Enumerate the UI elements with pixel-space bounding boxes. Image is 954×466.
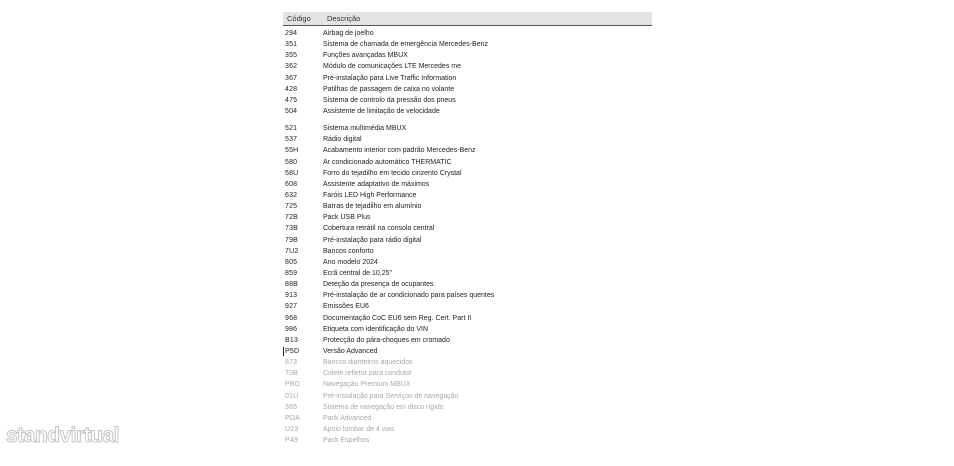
option-description: Documentação CoC EU6 sem Reg. Cert. Part II xyxy=(323,314,472,322)
option-code: 504 xyxy=(285,108,298,116)
option-code: B13 xyxy=(285,336,299,344)
table-row xyxy=(283,435,652,446)
table-row xyxy=(283,246,652,257)
table-row xyxy=(283,145,652,156)
table-row xyxy=(283,39,652,50)
option-description: Bancos conforto xyxy=(323,247,374,255)
table-row xyxy=(283,301,652,312)
table-row xyxy=(283,168,652,179)
option-description: Ano modelo 2024 xyxy=(323,258,378,266)
option-code: P49 xyxy=(285,437,299,445)
table-row xyxy=(283,212,652,223)
option-description: Funções avançadas MBUX xyxy=(323,52,408,60)
table-row xyxy=(283,357,652,368)
option-code: 986 xyxy=(285,325,298,333)
option-code: 968 xyxy=(285,314,298,322)
option-code: 362 xyxy=(285,63,298,71)
option-description: Versão Advanced xyxy=(323,348,378,355)
option-code: 367 xyxy=(285,74,298,82)
option-description: Pack Espelhos xyxy=(323,437,370,445)
option-code: 475 xyxy=(285,96,298,104)
table-row xyxy=(283,368,652,379)
option-description: Airbag de joelho xyxy=(323,30,374,38)
option-code: P5D xyxy=(285,348,300,355)
table-row xyxy=(283,223,652,234)
table-row xyxy=(283,413,652,424)
option-code: 521 xyxy=(285,125,298,133)
table-row xyxy=(283,290,652,301)
option-code: 351 xyxy=(285,41,298,49)
options-table xyxy=(283,12,652,446)
table-row xyxy=(283,335,652,346)
option-description: Etiqueta com identificação do VIN xyxy=(323,325,429,333)
option-code: 79B xyxy=(285,236,299,244)
option-description: Sistema de chamada de emergência Mercedes-Benz xyxy=(323,41,488,49)
option-description: Deteção da presença de ocupantes xyxy=(323,281,434,289)
table-row xyxy=(283,235,652,246)
option-description: Patilhas de passagem de caixa no volante xyxy=(323,85,455,93)
option-code: PBG xyxy=(285,381,301,389)
option-description: Cobertura retrátil na consola central xyxy=(323,225,435,233)
option-code: 355 xyxy=(285,52,298,60)
table-row xyxy=(283,157,652,168)
table-row xyxy=(283,134,652,145)
option-description: Apoio lombar de 4 vias xyxy=(323,425,395,433)
option-description: Assistente adaptativo de máximos xyxy=(323,180,430,188)
table-row xyxy=(283,190,652,201)
option-code: 58U xyxy=(285,169,299,177)
option-code: 580 xyxy=(285,158,298,166)
table-row xyxy=(283,346,652,357)
option-code: 927 xyxy=(285,303,298,311)
table-row xyxy=(283,257,652,268)
option-code: 805 xyxy=(285,258,298,266)
table-row xyxy=(283,28,652,39)
option-description: Pré-instalação para Serviços de navegação xyxy=(323,392,459,400)
option-description: Acabamento interior com padrão Mercedes-Benz xyxy=(323,147,476,155)
option-code: 725 xyxy=(285,203,298,211)
table-row xyxy=(283,313,652,324)
table-row xyxy=(283,123,652,134)
option-code: 73B xyxy=(285,225,299,233)
table-row xyxy=(283,379,652,390)
option-code: PDA xyxy=(285,414,300,422)
table-row xyxy=(283,84,652,95)
option-description: Rádio digital xyxy=(323,136,362,144)
option-description: Protecção do pára-choques em cromado xyxy=(323,336,450,344)
option-code: 294 xyxy=(285,30,298,38)
option-code: 55H xyxy=(285,147,299,155)
watermark-logo xyxy=(6,424,119,448)
table-row xyxy=(283,106,652,117)
option-code: 608 xyxy=(285,180,298,188)
option-description: Navegação Premium MBUX xyxy=(323,381,411,389)
table-row xyxy=(283,268,652,279)
table-row xyxy=(283,424,652,435)
option-code: 632 xyxy=(285,192,298,200)
option-description: Ar condicionado automático THERMATIC xyxy=(323,158,452,166)
watermark-text: standvirtual xyxy=(6,424,120,447)
option-code: 428 xyxy=(285,85,298,93)
table-row xyxy=(283,279,652,290)
column-header-description: Descrição xyxy=(327,14,361,23)
table-row xyxy=(283,201,652,212)
option-description: Pré-instalação de ar condicionado para países quentes xyxy=(323,292,495,300)
table-row xyxy=(283,391,652,402)
option-description: Assistente de limitação de velocidade xyxy=(323,108,440,116)
option-description: Pack USB Plus xyxy=(323,214,371,222)
option-description: Faróis LED High Performance xyxy=(323,192,417,200)
option-code: 537 xyxy=(285,136,298,144)
option-code: 859 xyxy=(285,270,298,278)
table-row xyxy=(283,179,652,190)
option-description: Sistema multimédia MBUX xyxy=(323,125,407,133)
option-code: 01U xyxy=(285,392,299,400)
column-header-code: Código xyxy=(287,14,311,23)
option-code: 72B xyxy=(285,214,299,222)
table-row xyxy=(283,402,652,413)
option-description: Barras de tejadilho em alumínio xyxy=(323,203,422,211)
table-row xyxy=(283,61,652,72)
option-description: Emissões EU6 xyxy=(323,303,369,311)
option-description: Colete refletor para condutor xyxy=(323,370,413,378)
option-description: Sistema de controlo da pressão dos pneus xyxy=(323,96,456,104)
table-row xyxy=(283,324,652,335)
option-description: Pré-instalação para rádio digital xyxy=(323,236,422,244)
option-code: 913 xyxy=(285,292,298,300)
option-description: Pré-instalação para Live Traffic Information xyxy=(323,74,457,82)
option-code: 7U2 xyxy=(285,247,299,255)
option-description: Sistema de navegação em disco rígido xyxy=(323,403,444,411)
option-code: 873 xyxy=(285,359,298,367)
option-code: 70B xyxy=(285,370,299,378)
table-row xyxy=(283,50,652,61)
option-description: Bancos dianteiros aquecidos xyxy=(323,359,413,367)
table-row xyxy=(283,73,652,84)
option-description: Ecrã central de 10,25" xyxy=(323,270,393,278)
table-body xyxy=(283,28,652,446)
option-description: Módulo de comunicações LTE Mercedes me xyxy=(323,63,461,71)
option-description: Forro do tejadilho em tecido cinzento Crystal xyxy=(323,169,462,177)
table-header xyxy=(283,12,652,26)
option-description: Pack Advanced xyxy=(323,414,372,422)
option-code: 365 xyxy=(285,403,298,411)
option-code: U23 xyxy=(285,425,299,433)
table-row xyxy=(283,95,652,106)
option-code: 88B xyxy=(285,281,299,289)
